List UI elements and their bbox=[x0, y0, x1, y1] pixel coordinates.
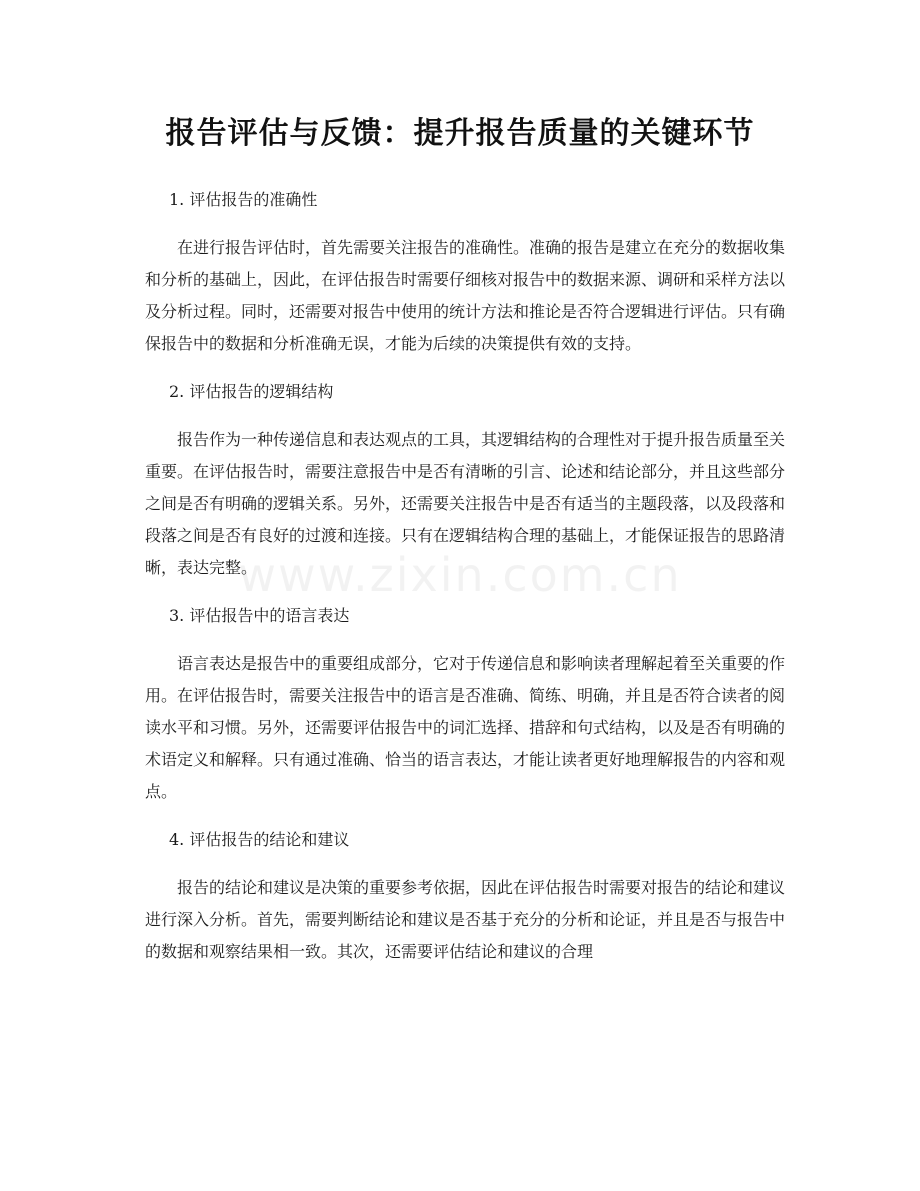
section-heading: 1. 评估报告的准确性 bbox=[169, 190, 318, 209]
section-logic-structure bbox=[145, 376, 785, 584]
section-heading: 2. 评估报告的逻辑结构 bbox=[169, 382, 334, 401]
section-paragraph: 在进行报告评估时，首先需要关注报告的准确性。准确的报告是建立在充分的数据收集和分析的基础上，因此，在评估报告时需要仔细核对报告中的数据来源、调研和采样方法以及分析过程。同时，还需要对报告中使用的统计方法和推论是否符合逻辑进行评估。只有确保报告中的数据和分析准确无误，才能为后续的决策提供有效的支持。 bbox=[145, 238, 786, 353]
document-body bbox=[145, 184, 785, 984]
section-paragraph: 报告的结论和建议是决策的重要参考依据，因此在评估报告时需要对报告的结论和建议进行深入分析。首先，需要判断结论和建议是否基于充分的分析和论证，并且是否与报告中的数据和观察结果相一致。其次，还需要评估结论和建议的合理 bbox=[145, 878, 786, 961]
section-accuracy bbox=[145, 184, 785, 360]
section-paragraph: 报告作为一种传递信息和表达观点的工具，其逻辑结构的合理性对于提升报告质量至关重要。在评估报告时，需要注意报告中是否有清晰的引言、论述和结论部分，并且这些部分之间是否有明确的逻辑关系。另外，还需要关注报告中是否有适当的主题段落，以及段落和段落之间是否有良好的过渡和连接。只有在逻辑结构合理的基础上，才能保证报告的思路清晰，表达完整。 bbox=[145, 430, 786, 577]
section-conclusions-suggestions bbox=[145, 824, 785, 968]
section-language-expression bbox=[145, 600, 785, 808]
section-heading: 3. 评估报告中的语言表达 bbox=[169, 606, 350, 625]
section-paragraph: 语言表达是报告中的重要组成部分，它对于传递信息和影响读者理解起着至关重要的作用。在评估报告时，需要关注报告中的语言是否准确、简练、明确，并且是否符合读者的阅读水平和习惯。另外，还需要评估报告中的词汇选择、措辞和句式结构，以及是否有明确的术语定义和解释。只有通过准确、恰当的语言表达，才能让读者更好地理解报告的内容和观点。 bbox=[145, 654, 786, 801]
watermark: www.zixin.com.cn bbox=[238, 548, 682, 602]
section-heading: 4. 评估报告的结论和建议 bbox=[169, 830, 350, 849]
page-title: 报告评估与反馈：提升报告质量的关键环节 bbox=[165, 116, 755, 151]
